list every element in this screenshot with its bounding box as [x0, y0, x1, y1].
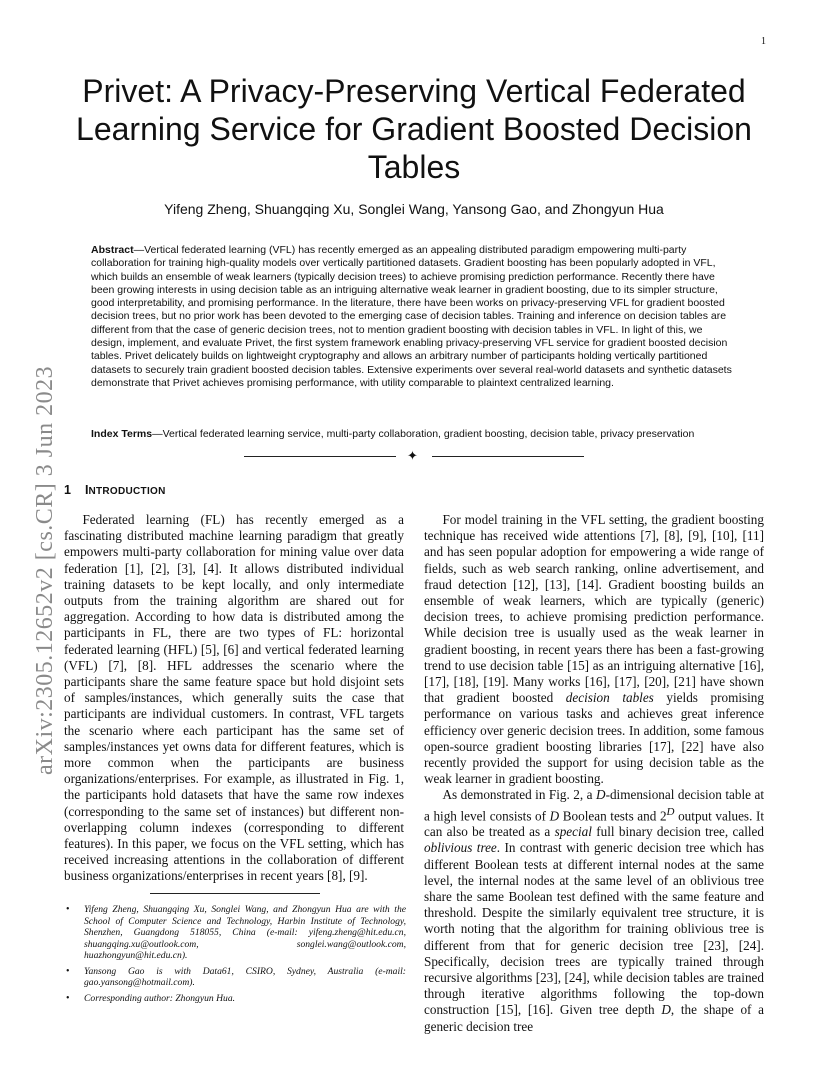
- emphasis-text: oblivious tree: [424, 840, 497, 856]
- right-column: [424, 512, 764, 1035]
- section-separator: [244, 447, 584, 465]
- paragraph-text: -dimensional decision table at a high level consists of: [424, 787, 764, 824]
- paragraph-text: output values. It can also be treated as a: [424, 808, 765, 840]
- body-paragraph: [424, 787, 764, 1034]
- math-variable: D: [549, 808, 560, 824]
- footnote-list: [64, 904, 406, 1008]
- emphasis-text: decision tables: [565, 690, 654, 706]
- footnote-item: [64, 966, 406, 989]
- index-terms: [91, 428, 737, 441]
- separator-diamond-icon: ✦: [407, 448, 418, 463]
- footnote-text: Yifeng Zheng, Shuangqing Xu, Songlei Wang, and Zhongyun Hua are with the School of Computer Science and Technology, Harbin Institute of Technology, Shenzhen, Guangdong 518055, China (e-mail: yifeng.zheng@hit.edu.cn, shuangqing.xu@outlook.com, songlei.wang@outlook.com, huazhongyun@hit.edu.cn).: [84, 904, 406, 961]
- paragraph-text: For model training in the VFL setting, the gradient boosting technique has received wide attentions [7], [8], [9], [10], [11] and has seen popular adoption for empowering a wide range of fields, such as web search ranking, online advertisement, and fraud detection [12], [13], [14]. Gradient boosting builds an ensemble of weak learners, which are typically (generic) decision trees, to achieve promising prediction performance. While decision tree is usually used as the weak learner in gradient boosting, in recent years there has been a fast-growing trend to use decision table [15] as an intriguing alternative [16], [17], [18], [19]. Many works [16], [17], [20], [21] have shown that gradient boosted: [424, 512, 764, 706]
- math-superscript: D: [666, 805, 675, 818]
- bullet-icon: •: [66, 904, 70, 915]
- math-variable: D: [661, 1002, 671, 1018]
- paragraph-text: full binary decision tree, called: [591, 824, 764, 840]
- abstract-label: Abstract: [91, 244, 134, 256]
- body-paragraph: Federated learning (FL) has recently emerged as a fascinating distributed machine learning paradigm that greatly empowers multi-party collaboration for mining value over data federation [1], [2], [3], [4]. It allows distributed individual training datasets to be kept locally, and only intermediate outputs from the training algorithm are shared out for aggregation. According to how data is distributed among the participants in FL, there are two types of FL: horizontal federated learning (HFL) [5], [6] and vertical federated learning (VFL) [7], [8]. HFL addresses the scenario where the participants share the same feature space but hold disjoint sets of samples/instances, which generally suits the case that participants are individual customers. In contrast, VFL targets the scenario where each participant has the same set of samples/instances yet owns data for different features, which is more common when the participants are business organizations/enterprises. For example, as illustrated in Fig. 1, the participants hold datasets that have the same row indexes (corresponding to the same set of instances) but different non-overlapping column indexes (corresponding to different features). In this paper, we focus on the VFL setting, which has received increasing attentions in the collaboration of different business organizations/enterprises in recent years [8], [9].: [64, 512, 404, 884]
- section-title-rest: NTRODUCTION: [88, 486, 166, 497]
- footnote-item: [64, 904, 406, 962]
- paragraph-text: , the shape of a generic decision tree: [424, 1002, 765, 1034]
- math-variable: D: [596, 787, 606, 803]
- abstract-text: —Vertical federated learning (VFL) has recently emerged as an appealing distributed paradigm empowering multi-party collaboration for training high-quality models over vertically partitioned datasets. Gradient boosting has been popularly adopted in VFL, which builds an ensemble of weak learners (typically decision trees) to achieve promising prediction performance. Recently there have been growing interests in using decision table as an intriguing alternative weak learner in gradient boosting, due to its simpler structure, good interpretability, and promising performance. In the literature, there have been works on privacy-preserving VFL for gradient boosted decision trees, but no prior work has been devoted to the emerging case of decision tables. Training and inference on decision tables are different from that the case of generic decision trees, not to mention gradient boosting with decision tables in VFL. In light of this, we design, implement, and evaluate Privet, the first system framework enabling privacy-preserving VFL service for gradient boosted decision tables. Privet delicately builds on lightweight cryptography and allows an arbitrary number of participants holding vertically partitioned datasets to securely train gradient boosted decision tables. Extensive experiments over several real-world datasets and synthetic datasets demonstrate that Privet achieves promising performance, with utility comparable to plaintext centralized learning.: [91, 244, 732, 389]
- separator-rule-right: [432, 456, 584, 457]
- section-number: 1: [64, 483, 71, 497]
- page-number: 1: [761, 36, 766, 47]
- arxiv-stamp: arXiv:2305.12652v2 [cs.CR] 3 Jun 2023: [32, 365, 58, 775]
- footnote-item: [64, 993, 406, 1005]
- bullet-icon: •: [66, 992, 70, 1004]
- bullet-icon: •: [66, 965, 70, 977]
- author-list: Yifeng Zheng, Shuangqing Xu, Songlei Wang, Yansong Gao, and Zhongyun Hua: [164, 201, 664, 217]
- paragraph-text: . In contrast with generic decision tree which has different Boolean tests at different internal nodes at the same level, the internal nodes at the same level of an oblivious tree share the same Boolean test defined with the same feature and threshold. Despite the similarly equivalent tree structure, it is worth noting that the algorithm for training oblivious tree is different from that for generic decision tree [23], [24]. Specifically, decision trees are typically trained through recursive algorithms [23], [24], while decision tables are trained through iterative algorithms following the top-down construction [15], [16]. Given tree depth: [424, 840, 764, 1018]
- index-terms-text: —Vertical federated learning service, multi-party collaboration, gradient boosting, decision table, privacy preservation: [152, 428, 695, 440]
- separator-rule-left: [244, 456, 396, 457]
- paragraph-text: yields promising performance on various tasks and achieves great inference efficiency over generic decision trees. In addition, some famous open-source gradient boosting libraries [17], [22] have also recently provided the support for using decision table as the weak learner in gradient boosting.: [424, 690, 764, 787]
- section-heading: [64, 483, 166, 497]
- footnote-text: Yansong Gao is with Data61, CSIRO, Sydney, Australia (e-mail: gao.yansong@hotmail.com).: [84, 965, 406, 988]
- paper-title: Privet: A Privacy-Preserving Vertical Federated Learning Service for Gradient Boosted Decision Tables: [76, 73, 752, 185]
- left-column: [64, 512, 404, 885]
- footnote-rule: [150, 893, 320, 894]
- emphasis-text: special: [554, 824, 592, 840]
- footnote-text: Corresponding author: Zhongyun Hua.: [84, 992, 236, 1004]
- index-terms-label: Index Terms: [91, 428, 153, 440]
- paragraph-text: Boolean tests and 2: [559, 808, 667, 824]
- section-title-initial: I: [84, 483, 89, 497]
- paragraph-text: As demonstrated in Fig. 2, a: [442, 787, 597, 803]
- abstract: [91, 244, 737, 390]
- body-paragraph: [424, 512, 764, 787]
